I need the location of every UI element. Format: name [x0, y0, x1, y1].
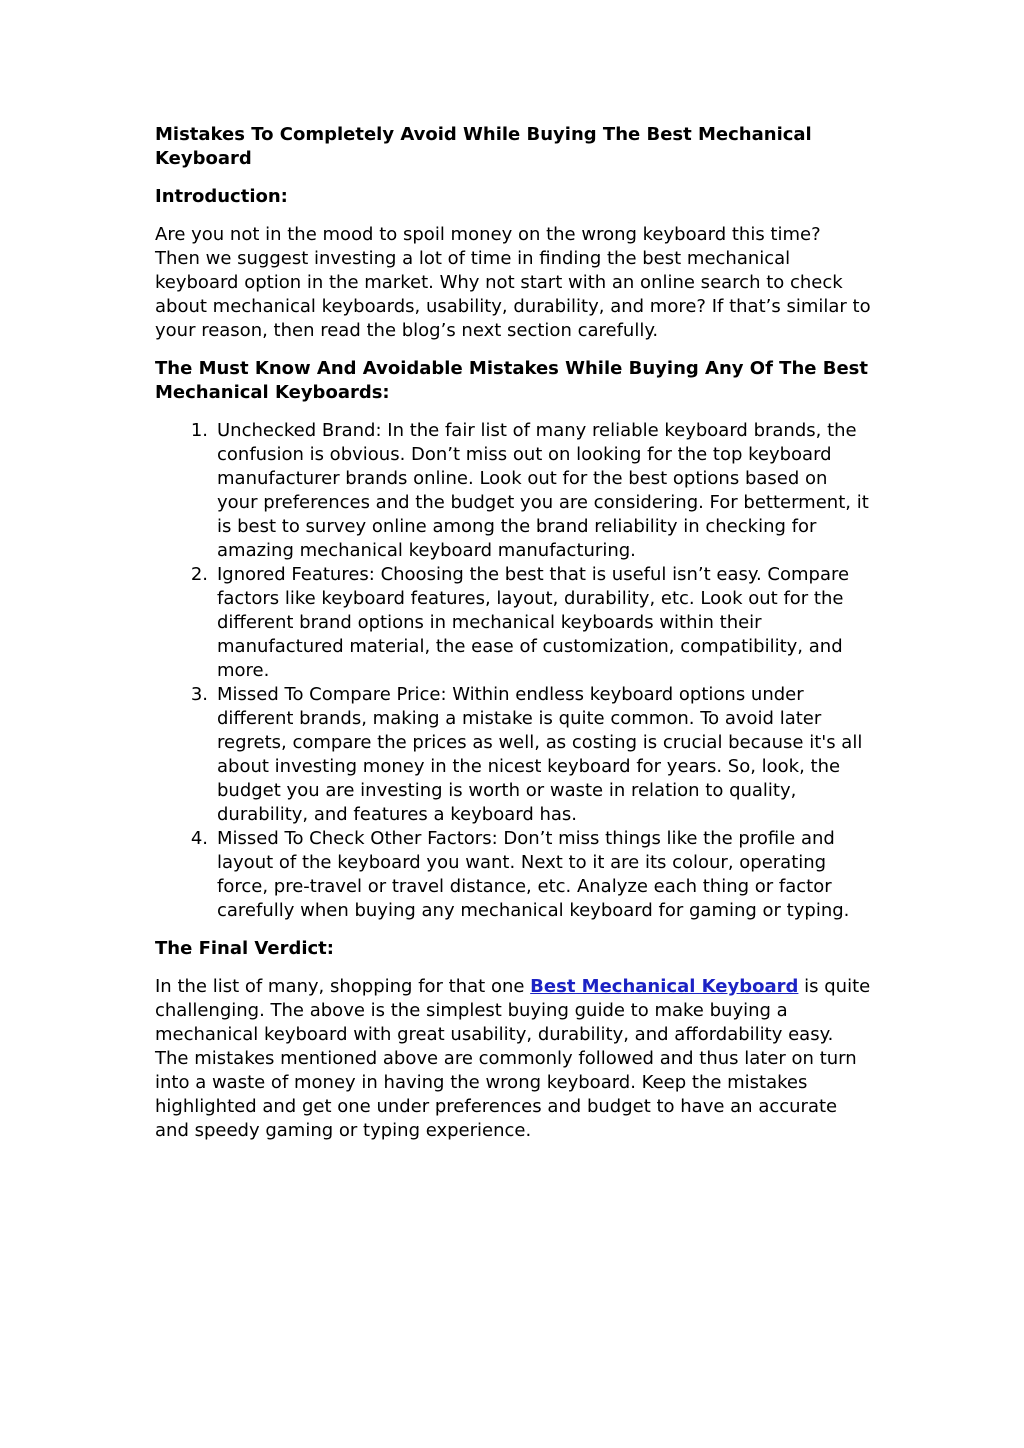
list-item-number: 2.: [190, 564, 208, 585]
list-item-number: 1.: [190, 420, 208, 441]
list-item-text: Ignored Features: Choosing the best that is useful isn’t easy. Compare factors like keyboard features, layout, durability, etc. Look out for the different brand options in mechanical keyboards within their manufactured material, the ease of customization, compatibility, and more.: [217, 564, 850, 681]
introduction-heading: Introduction:: [155, 186, 288, 207]
list-item-text: Unchecked Brand: In the fair list of many reliable keyboard brands, the confusion is obvious. Don’t miss out on looking for the top keyboard manufacturer brands online. Look out for the best options based on your preferences and the budget you are considering. For betterment, it is best to survey online among the brand reliability in checking for amazing mechanical keyboard manufacturing.: [217, 420, 869, 561]
list-item-text: Missed To Compare Price: Within endless keyboard options under different brands, making a mistake is quite common. To avoid later regrets, compare the prices as well, as costing is crucial because it's all about investing money in the nicest keyboard for years. So, look, the budget you are investing is worth or waste in relation to quality, durability, and features a keyboard has.: [217, 684, 863, 825]
list-item: [190, 827, 871, 923]
verdict-text-after-link: is quite challenging. The above is the simplest buying guide to make buying a mechanical keyboard with great usability, durability, and affordability easy. The mistakes mentioned above are commonly followed and thus later on turn into a waste of money in having the wrong keyboard. Keep the mistakes highlighted and get one under preferences and budget to have an accurate and speedy gaming or typing experience.: [155, 976, 871, 1141]
mistakes-heading: The Must Know And Avoidable Mistakes While Buying Any Of The Best Mechanical Keyboards:: [155, 358, 868, 403]
list-item-text: Missed To Check Other Factors: Don’t miss things like the profile and layout of the keyboard you want. Next to it are its colour, operating force, pre-travel or travel distance, etc. Analyze each thing or factor carefully when buying any mechanical keyboard for gaming or typing.: [217, 828, 850, 921]
document-title: Mistakes To Completely Avoid While Buying The Best Mechanical Keyboard: [155, 124, 812, 169]
list-item: [190, 683, 871, 827]
document-page: [155, 123, 871, 1143]
list-item: [190, 419, 871, 563]
verdict-paragraph: [155, 975, 871, 1143]
mistakes-list: [155, 419, 871, 923]
verdict-text-before-link: In the list of many, shopping for that one: [155, 976, 531, 997]
list-item-number: 4.: [190, 828, 208, 849]
introduction-paragraph: Are you not in the mood to spoil money on the wrong keyboard this time? Then we suggest investing a lot of time in finding the best mechanical keyboard option in the market. Why not start with an online search to check about mechanical keyboards, usability, durability, and more? If that’s similar to your reason, then read the blog’s next section carefully.: [155, 224, 871, 341]
list-item: [190, 563, 871, 683]
best-mechanical-keyboard-link[interactable]: Best Mechanical Keyboard: [530, 976, 799, 997]
verdict-heading: The Final Verdict:: [155, 938, 334, 959]
list-item-number: 3.: [190, 684, 208, 705]
